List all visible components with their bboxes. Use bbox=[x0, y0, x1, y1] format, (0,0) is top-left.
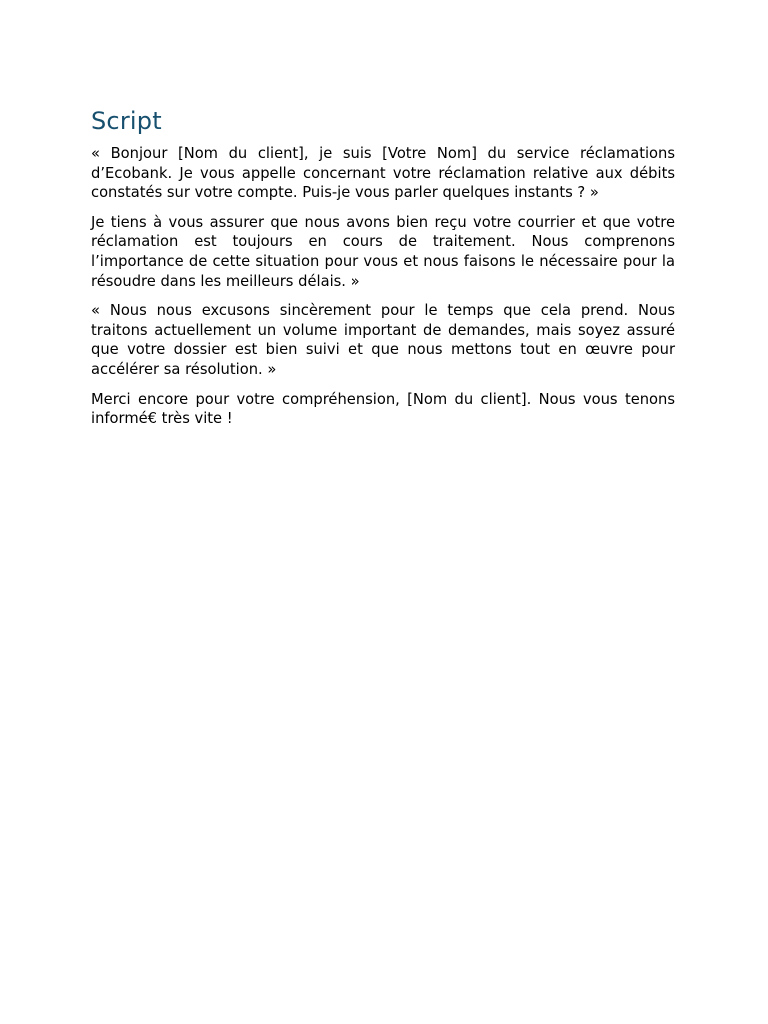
paragraph-apology: « Nous nous excusons sincèrement pour le temps que cela prend. Nous traitons actuellement un volume important de demandes, mais soyez assuré que votre dossier est bien suivi et que nous mettons tout en œuvre pour accélérer sa résolution. » bbox=[91, 302, 675, 378]
document-heading: Script bbox=[91, 107, 162, 135]
paragraph-reassurance: Je tiens à vous assurer que nous avons bien reçu votre courrier et que votre réclamation est toujours en cours de traitement. Nous comprenons l’importance de cette situation pour vous et nous faisons le nécessaire pour la résoudre dans les meilleurs délais. » bbox=[91, 213, 675, 290]
document-body bbox=[91, 104, 675, 439]
paragraph-closing: Merci encore pour votre compréhension, [Nom du client]. Nous vous tenons informé€ très vite ! bbox=[91, 390, 675, 428]
paragraph-greeting: « Bonjour [Nom du client], je suis [Votre Nom] du service réclamations d’Ecobank. Je vous appelle concernant votre réclamation relative aux débits constatés sur votre compte. Puis-je vous parler quelques instants ? » bbox=[91, 145, 675, 202]
